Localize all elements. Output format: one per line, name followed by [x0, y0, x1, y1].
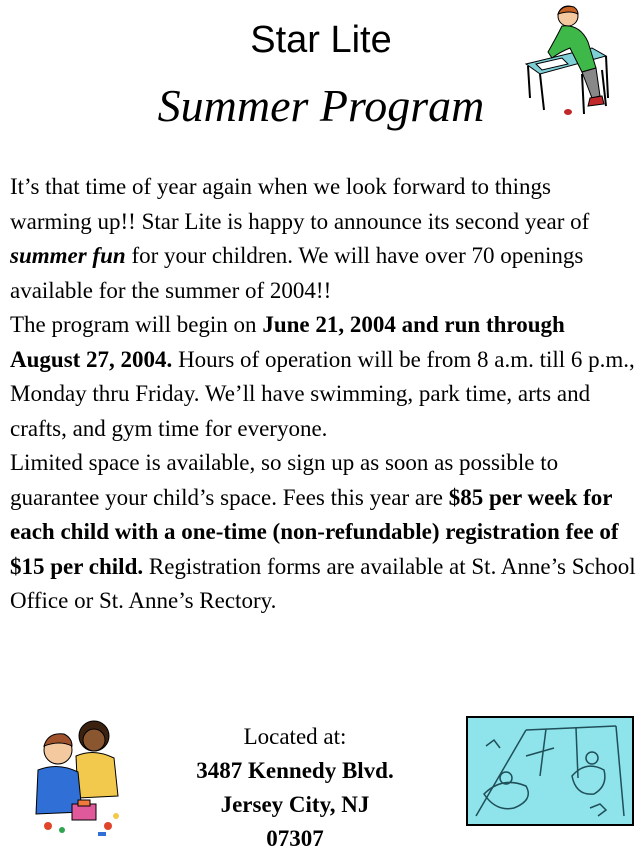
city-state: Jersey City, NJ — [220, 792, 370, 817]
paragraph-dates: The program will begin on June 21, 2004 and run through August 27, 2004. Hours of operation will be from 8 a.m. till 6 p.m., Monday thru Friday. We’ll have swimming, park time, arts and crafts, and gym time for everyone. — [10, 312, 635, 441]
playground-swings-clipart — [466, 716, 634, 826]
location-block — [160, 720, 430, 856]
paragraph-intro: It’s that time of year again when we look forward to things warming up!! Star Lite is happy to announce its second year of summer fun for your children. We will have over 70 openings available for the summer of 2004!! — [10, 174, 590, 303]
boy-at-desk-clipart — [522, 2, 614, 120]
zip-code: 07307 — [266, 826, 324, 851]
location-label: Located at: — [243, 724, 347, 749]
summer-fun-emphasis: summer fun — [10, 243, 126, 268]
program-dates: June 21, 2004 and run through August 27, 2004. — [10, 312, 565, 372]
paragraph-fees: Limited space is available, so sign up as soon as possible to guarantee your child’s space. Fees this year are $85 per week for each child with a one-time (non-refundable) registration fee of $15 per child. Registration forms are available at St. Anne’s School Office or St. Anne’s Rectory. — [10, 450, 636, 613]
announcement-body — [10, 170, 638, 619]
street-address: 3487 Kennedy Blvd. — [196, 758, 394, 783]
title-summer-program: Summer Program — [157, 80, 485, 131]
children-crafting-clipart — [28, 716, 128, 842]
fees-info: $85 per week for each child with a one-time (non-refundable) registration fee of $15 per child. — [10, 484, 619, 579]
title-star-lite: Star Lite — [250, 19, 392, 61]
